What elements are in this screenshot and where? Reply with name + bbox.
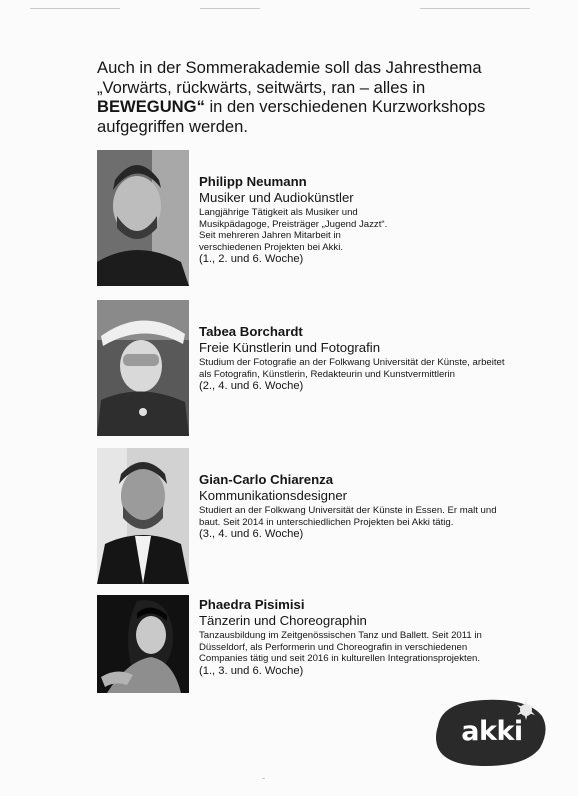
person-role: Freie Künstlerin und Fotografin <box>199 340 381 355</box>
intro-line-3: in den verschiedenen Kurzworkshops <box>204 97 486 116</box>
person-card <box>97 150 517 290</box>
person-name: Tabea Borchardt <box>199 324 303 339</box>
intro-line-2: „Vorwärts, rückwärts, seitwärts, ran – alles in <box>97 77 426 97</box>
portrait-photo <box>97 300 189 436</box>
logo-text: akki <box>461 716 523 747</box>
scan-artifact <box>420 8 530 9</box>
person-weeks: (2., 4. und 6. Woche) <box>199 380 304 393</box>
intro-paragraph <box>97 58 515 136</box>
person-weeks: (3., 4. und 6. Woche) <box>199 528 304 541</box>
person-description: Studiert an der Folkwang Universität der Künste in Essen. Er malt und baut. Seit 2014 in unterschiedlichen Projekten bei Akki tätig. <box>199 505 497 528</box>
person-description: Langjährige Tätigkeit als Musiker und Musikpädagoge, Preisträger „Jugend Jazzt“. Seit mehreren Jahren Mitarbeit in verschiedenen Projekten bei Akki. <box>199 207 388 253</box>
person-role: Kommunikationsdesigner <box>199 488 348 503</box>
person-info <box>199 174 519 266</box>
scan-artifact <box>30 8 120 9</box>
portrait-photo <box>97 150 189 286</box>
intro-emphasis: BEWEGUNG“ <box>97 97 205 116</box>
intro-line-1: Auch in der Sommerakademie soll das Jahresthema <box>97 58 482 77</box>
person-card <box>97 300 517 440</box>
person-name: Phaedra Pisimisi <box>199 597 305 612</box>
person-card <box>97 448 517 588</box>
person-info <box>199 324 519 393</box>
person-weeks: (1., 3. und 6. Woche) <box>199 664 304 677</box>
person-description: Tanzausbildung im Zeitgenössischen Tanz und Ballett. Seit 2011 in Düsseldorf, als Performerin und Choreografin in verschiedenen Companies tätig und seit 2016 in kulturellen Integrationsprojekten. <box>199 630 482 665</box>
portrait-photo <box>97 448 189 584</box>
person-name: Philipp Neumann <box>199 174 307 189</box>
portrait-photo <box>97 595 189 693</box>
person-weeks: (1., 2. und 6. Woche) <box>199 253 304 266</box>
akki-logo <box>432 696 550 768</box>
person-role: Musiker und Audiokünstler <box>199 190 354 205</box>
person-description: Studium der Fotografie an der Folkwang Universität der Künste, arbeitet als Fotografin, Künstlerin, Redakteurin und Kunstvermittlerin <box>199 357 505 380</box>
person-name: Gian-Carlo Chiarenza <box>199 472 334 487</box>
scan-artifact <box>262 778 265 779</box>
intro-line-4: aufgegriffen werden. <box>97 116 248 136</box>
person-info <box>199 597 519 678</box>
scan-artifact <box>200 8 260 9</box>
person-info <box>199 472 519 541</box>
person-role: Tänzerin und Choreographin <box>199 613 367 628</box>
